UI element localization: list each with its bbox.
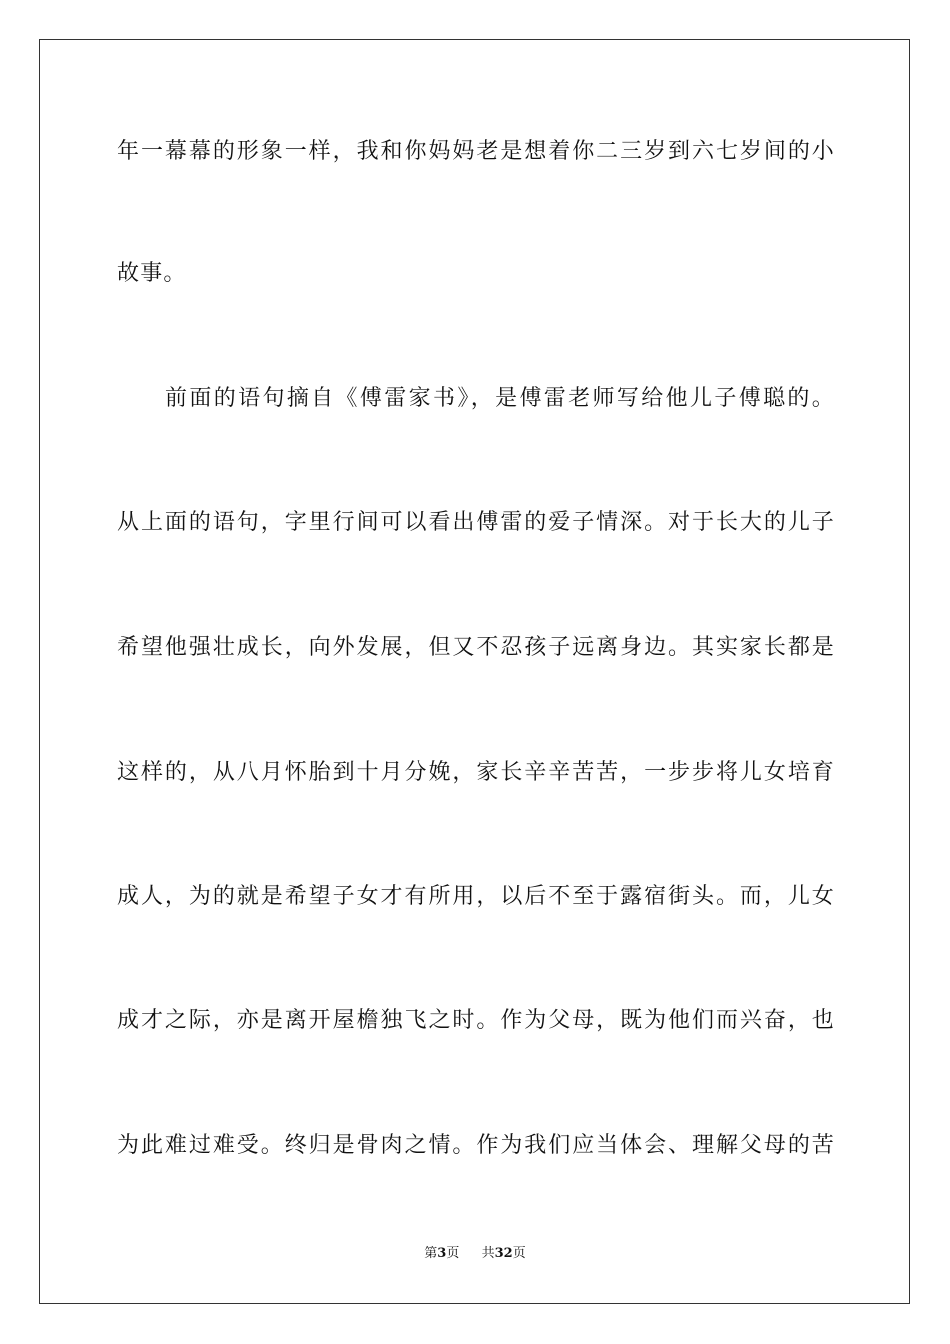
paragraph-first-line: 前面的语句摘自《傅雷家书》，是傅雷老师写给他儿子傅聪的。: [165, 386, 835, 411]
text-line: 从上面的语句，字里行间可以看出傅雷的爱子情深。对于长大的儿子: [117, 510, 835, 535]
text-line: 这样的，从八月怀胎到十月分娩，家长辛辛苦苦，一步步将儿女培育: [117, 760, 835, 785]
page-footer: [0, 1245, 950, 1263]
current-page-number: 3: [437, 1246, 447, 1261]
total-page-count: 32: [494, 1246, 513, 1261]
text-line: 成才之际，亦是离开屋檐独飞之时。作为父母，既为他们而兴奋，也: [117, 1008, 835, 1033]
text-line: 希望他强壮成长，向外发展，但又不忍孩子远离身边。其实家长都是: [117, 635, 835, 660]
page-label-prefix: 第: [424, 1246, 438, 1261]
page-label-suffix: 页: [446, 1246, 460, 1261]
text-line: 故事。: [117, 261, 187, 286]
total-label-suffix: 页: [512, 1246, 526, 1261]
text-line: 成人，为的就是希望子女才有所用，以后不至于露宿街头。而，儿女: [117, 884, 835, 909]
text-line: 年一幕幕的形象一样，我和你妈妈老是想着你二三岁到六七岁间的小: [117, 139, 835, 164]
total-label-prefix: 共: [481, 1246, 495, 1261]
text-line: 为此难过难受。终归是骨肉之情。作为我们应当体会、理解父母的苦: [117, 1133, 835, 1158]
page-border: [39, 39, 910, 1304]
